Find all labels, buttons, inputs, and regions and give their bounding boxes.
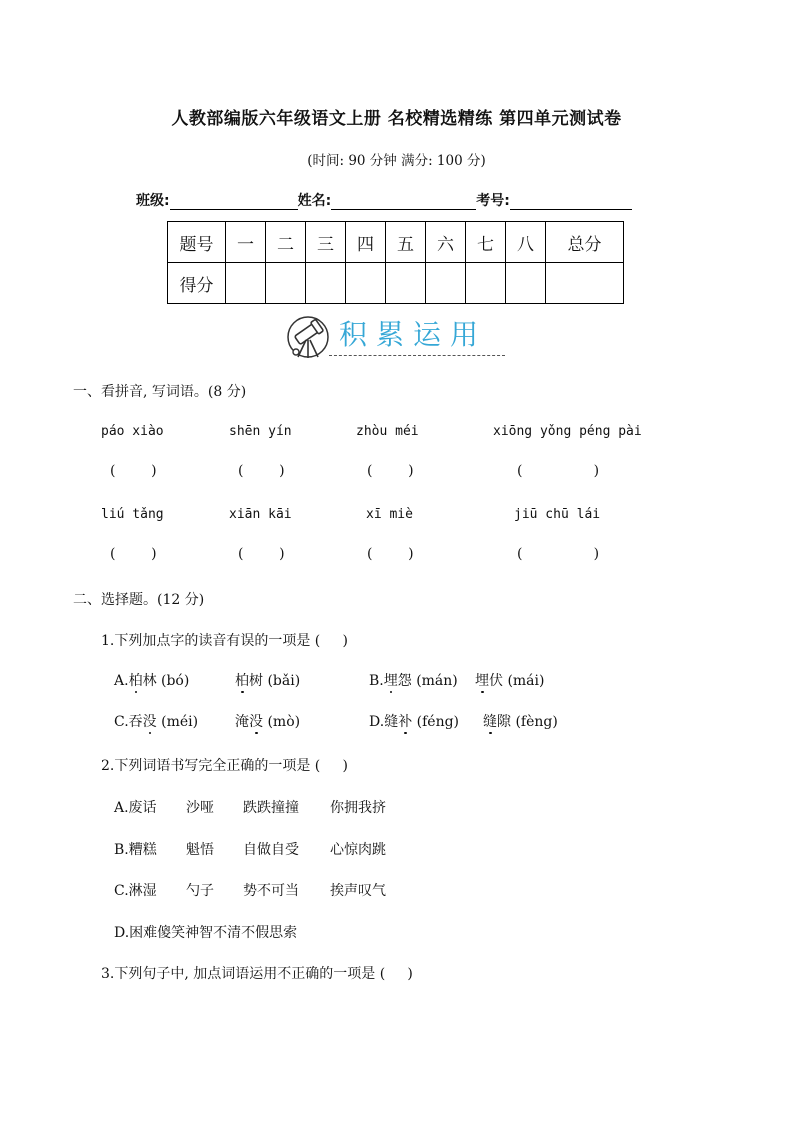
option-text: (mò) [263, 714, 301, 730]
option-text: 吞 [128, 714, 143, 730]
option-text: 沙哑 [186, 800, 214, 816]
score-cell[interactable] [466, 263, 506, 304]
option-text: 勺子 [186, 883, 214, 899]
q1-option-c[interactable] [114, 711, 198, 731]
score-table-cell: 一 [226, 222, 266, 263]
name-field[interactable] [331, 195, 476, 210]
answer-blank[interactable]: ( ) [238, 463, 285, 479]
dotted-char: 没 [142, 714, 157, 730]
option-text: C.淋湿 [114, 883, 157, 899]
score-row-label: 得分 [168, 263, 226, 304]
question-2-stem: 2.下列词语书写完全正确的一项是 ( ) [101, 758, 348, 774]
option-text: 伏 (mái) [489, 673, 545, 689]
option-text: 势不可当 [243, 883, 299, 899]
section1-heading: 一、看拼音, 写词语。(8 分) [73, 384, 247, 400]
q1-option-d-2 [483, 711, 558, 731]
dotted-char: 柏 [235, 673, 249, 689]
q1-option-d[interactable] [369, 711, 459, 731]
score-table-cell: 五 [386, 222, 426, 263]
answer-blank[interactable]: ( ) [110, 463, 157, 479]
answer-blank[interactable]: ( ) [517, 546, 600, 562]
answer-blank[interactable]: ( ) [238, 546, 285, 562]
id-field[interactable] [510, 195, 632, 210]
question-3-stem: 3.下列句子中, 加点词语运用不正确的一项是 ( ) [101, 966, 413, 982]
answer-blank[interactable]: ( ) [367, 463, 414, 479]
exam-time-info: (时间: 90 分钟 满分: 100 分) [307, 153, 486, 169]
dotted-char: 补 [398, 714, 413, 730]
score-table-cell: 二 [266, 222, 306, 263]
option-text: 挨声叹气 [330, 883, 386, 899]
score-cell[interactable] [426, 263, 466, 304]
option-letter: D. [369, 714, 385, 730]
option-text: 怨 (mán) [397, 673, 458, 689]
option-text: 隙 (fèng) [497, 714, 558, 730]
score-cell[interactable] [306, 263, 346, 304]
student-info-row [136, 190, 632, 210]
score-cell[interactable] [346, 263, 386, 304]
q2-option-d[interactable]: D.困难傻笑神智不清不假思索 [114, 925, 298, 941]
score-table-score-row [168, 263, 624, 304]
banner-title: 积累运用 [339, 318, 488, 351]
page-title: 人教部编版六年级语文上册 名校精选精练 第四单元测试卷 [171, 109, 622, 129]
pinyin-item: liú tǎng [101, 507, 164, 522]
option-text: 淹 [235, 714, 249, 730]
score-table-cell: 七 [466, 222, 506, 263]
score-table-cell: 八 [506, 222, 546, 263]
score-table-cell: 三 [306, 222, 346, 263]
option-text: (méi) [156, 714, 199, 730]
dotted-char: 埋 [475, 673, 489, 689]
option-text: 跌跌撞撞 [243, 800, 299, 816]
score-table-header-row [168, 222, 624, 263]
q1-option-a-2 [235, 670, 300, 690]
pinyin-item: xiōng yǒng péng pài [493, 424, 642, 439]
score-table-cell: 题号 [168, 222, 226, 263]
answer-blank[interactable]: ( ) [367, 546, 414, 562]
section-banner [286, 311, 516, 361]
option-text: 自做自受 [243, 842, 299, 858]
id-label: 考号: [476, 193, 510, 209]
telescope-icon [286, 313, 330, 361]
score-table-cell: 四 [346, 222, 386, 263]
option-letter: A. [114, 673, 129, 689]
name-label: 姓名: [297, 193, 332, 209]
dotted-char: 缝 [483, 714, 497, 730]
class-field[interactable] [170, 195, 298, 210]
question-1-stem: 1.下列加点字的读音有误的一项是 ( ) [101, 633, 348, 649]
score-cell[interactable] [506, 263, 546, 304]
option-text: A.废话 [114, 800, 157, 816]
class-label: 班级: [136, 193, 170, 209]
pinyin-item: xiān kāi [229, 507, 292, 522]
pinyin-item: xī miè [366, 507, 413, 522]
answer-blank[interactable]: ( ) [517, 463, 600, 479]
q1-option-b[interactable] [369, 670, 458, 690]
score-cell[interactable] [266, 263, 306, 304]
dotted-char: 埋 [383, 673, 398, 689]
pinyin-item: páo xiào [101, 424, 164, 439]
score-cell[interactable] [226, 263, 266, 304]
option-text: 心惊肉跳 [330, 842, 386, 858]
option-text: (féng) [412, 714, 460, 730]
q1-option-a[interactable] [114, 670, 189, 690]
option-text: B.糟糕 [114, 842, 157, 858]
answer-blank[interactable]: ( ) [110, 546, 157, 562]
score-cell[interactable] [386, 263, 426, 304]
q1-option-c-2 [235, 711, 300, 731]
pinyin-item: zhòu méi [356, 424, 419, 439]
dotted-char: 柏 [128, 673, 143, 689]
pinyin-item: shēn yín [229, 424, 292, 439]
option-text: 林 (bó) [142, 673, 190, 689]
option-text: 缝 [384, 714, 399, 730]
score-table-cell: 六 [426, 222, 466, 263]
section2-heading: 二、选择题。(12 分) [73, 592, 205, 608]
score-cell[interactable] [546, 263, 624, 304]
option-text: 魁悟 [186, 842, 214, 858]
option-text: 你拥我挤 [330, 800, 386, 816]
pinyin-item: jiū chū lái [514, 507, 601, 522]
option-letter: C. [114, 714, 129, 730]
option-text: 树 (bǎi) [249, 673, 301, 689]
q1-option-b-2 [475, 670, 544, 690]
dotted-char: 没 [249, 714, 263, 730]
score-table-cell: 总分 [546, 222, 624, 263]
option-letter: B. [369, 673, 384, 689]
banner-underline [329, 355, 505, 356]
score-table [167, 221, 624, 304]
